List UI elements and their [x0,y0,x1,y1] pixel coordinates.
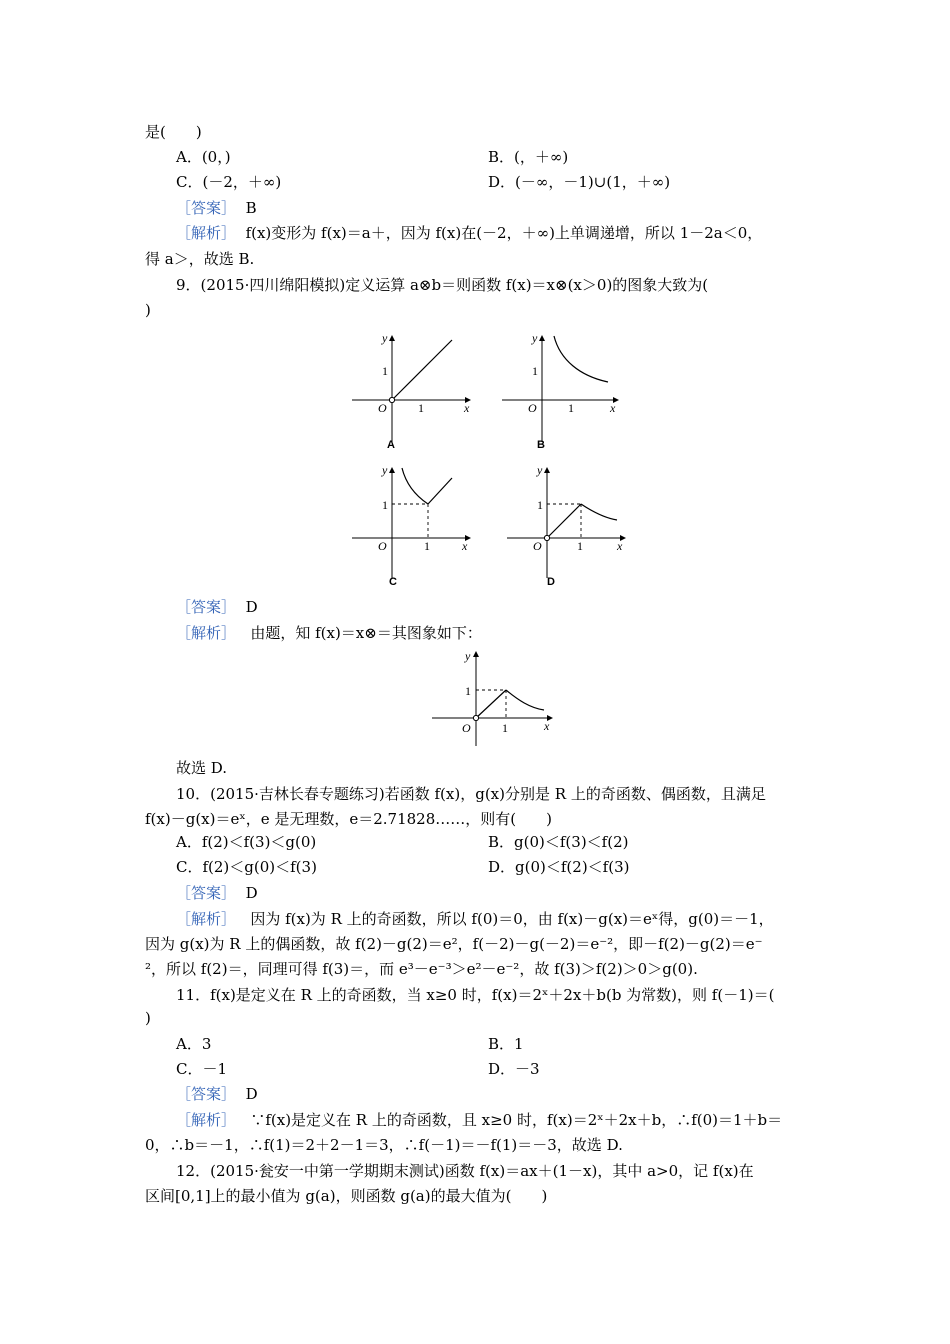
q8-option-c: C．(－2，＋∞) [176,173,282,191]
q10-analysis-1: 因为 f(x)为 R 上的奇函数，所以 f(0)＝0，由 f(x)－g(x)＝eˣ得，g(0)＝－1， [250,910,774,928]
q11-answer-line [176,1084,258,1104]
q9-graph-c [350,462,480,587]
q10-option-a: A．f(2)＜f(3)＜g(0) [176,833,317,851]
origin-label: O [528,401,537,415]
q9-answer-tag: ［答案］ [176,598,237,616]
q9-analysis-1: 由题，知 f(x)＝x⊗＝其图象如下： [250,624,482,642]
q10-analysis-3: ²，所以 f(2)＝，同理可得 f(3)＝，而 e³－e⁻³＞e²－e⁻²，故 f(3)＞f(2)＞0＞g(0). [145,960,698,978]
graph-c-label: C [389,576,397,588]
q9-graph-a [350,330,480,450]
q9-answer-line [176,597,258,617]
q10-option-b: B．g(0)＜f(3)＜f(2) [488,833,629,851]
q12-stem-1: 12．(2015·瓮安一中第一学期期末测试)函数 f(x)＝ax＋(1－x)，其中 a>0，记 f(x)在 [176,1162,754,1180]
q8-analysis-line [176,223,762,243]
q10-answer-line [176,883,258,903]
q11-answer-tag: ［答案］ [176,1085,237,1103]
q11-option-d: D．－3 [488,1060,540,1078]
q11-analysis-1: ∵f(x)是定义在 R 上的奇函数，且 x≥0 时，f(x)＝2ˣ＋2x＋b，∴f(0)＝1＋b＝ [250,1111,783,1129]
q9-stem-2: ) [145,301,151,319]
x-axis-label: x [544,719,550,733]
y-axis-label: y [537,463,543,477]
q11-option-c: C．－1 [176,1060,228,1078]
q11-option-b: B．1 [488,1035,524,1053]
q9-graph-b [500,330,630,450]
q9-analysis-line [176,623,482,643]
q9-answer: D [245,598,258,616]
q10-stem-1: 10．(2015·吉林长春专题练习)若函数 f(x)，g(x)分别是 R 上的奇函数、偶函数，且满足 [176,785,766,803]
y-tick-one: 1 [532,364,538,378]
q8-analysis-1: f(x)变形为 f(x)＝a＋，因为 f(x)在(－2，＋∞)上单调递增，所以 1－2a＜0， [245,224,763,242]
q8-analysis-tag: ［解析］ [176,224,237,242]
y-axis-label: y [532,331,538,345]
x-axis-label: x [617,539,623,553]
q8-option-a: A．(0，) [176,148,231,166]
x-axis-label: x [610,401,616,415]
y-axis-label: y [382,463,388,477]
y-tick-one: 1 [465,684,471,698]
q10-analysis-line [176,909,774,929]
q10-answer-tag: ［答案］ [176,884,237,902]
x-tick-one: 1 [577,539,583,553]
q9-solution-graph [430,648,560,748]
q10-analysis-tag: ［解析］ [176,910,237,928]
q11-stem-1: 11．f(x)是定义在 R 上的奇函数，当 x≥0 时，f(x)＝2ˣ＋2x＋b(b 为常数)，则 f(－1)＝( [176,986,775,1004]
q11-analysis-line [176,1110,782,1130]
q12-stem-2: 区间[0,1]上的最小值为 g(a)，则函数 g(a)的最大值为( ) [145,1187,548,1205]
graph-d-label: D [547,576,555,588]
origin-label: O [533,539,542,553]
q9-stem-1: 9．(2015·四川绵阳模拟)定义运算 a⊗b＝则函数 f(x)＝x⊗(x＞0)的图象大致为( [176,276,709,294]
y-axis-label: y [465,649,471,663]
graph-b-label: B [537,439,545,451]
x-tick-one: 1 [424,539,430,553]
y-tick-one: 1 [382,364,388,378]
q8-stem-tail: 是( ) [145,123,202,141]
q8-option-d: D．(－∞，－1)∪(1，＋∞) [488,173,671,191]
q10-stem-2: f(x)－g(x)＝eˣ，e 是无理数，e＝2.71828……，则有( ) [145,810,552,828]
q10-option-d: D．g(0)＜f(2)＜f(3) [488,858,630,876]
q10-option-c: C．f(2)＜g(0)＜f(3) [176,858,317,876]
y-tick-one: 1 [537,498,543,512]
q10-answer: D [245,884,258,902]
origin-label: O [378,401,387,415]
q9-conclusion: 故选 D. [176,759,228,777]
q11-answer: D [245,1085,258,1103]
x-axis-label: x [464,401,470,415]
y-tick-one: 1 [382,498,388,512]
origin-label: O [378,539,387,553]
q8-answer-line [176,198,257,218]
q9-analysis-tag: ［解析］ [176,624,237,642]
graph-a-label: A [387,439,395,451]
q11-stem-2: ) [145,1009,151,1027]
q11-option-a: A．3 [176,1035,212,1053]
x-tick-one: 1 [418,401,424,415]
q8-answer-tag: ［答案］ [176,199,237,217]
q10-analysis-2: 因为 g(x)为 R 上的偶函数，故 f(2)－g(2)＝e²，f(－2)－g(－2)＝e⁻²，即－f(2)－g(2)＝e⁻ [145,935,763,953]
q9-graph-d [505,462,635,587]
x-axis-label: x [462,539,468,553]
x-tick-one: 1 [502,721,508,735]
q8-option-b: B．(，＋∞) [488,148,569,166]
q8-answer: B [245,199,257,217]
q8-analysis-2: 得 a＞，故选 B. [145,250,255,268]
origin-label: O [462,721,471,735]
q11-analysis-2: 0，∴b＝－1，∴f(1)＝2＋2－1＝3，∴f(－1)＝－f(1)＝－3，故选 D. [145,1136,623,1154]
y-axis-label: y [382,331,388,345]
x-tick-one: 1 [568,401,574,415]
q11-analysis-tag: ［解析］ [176,1111,237,1129]
